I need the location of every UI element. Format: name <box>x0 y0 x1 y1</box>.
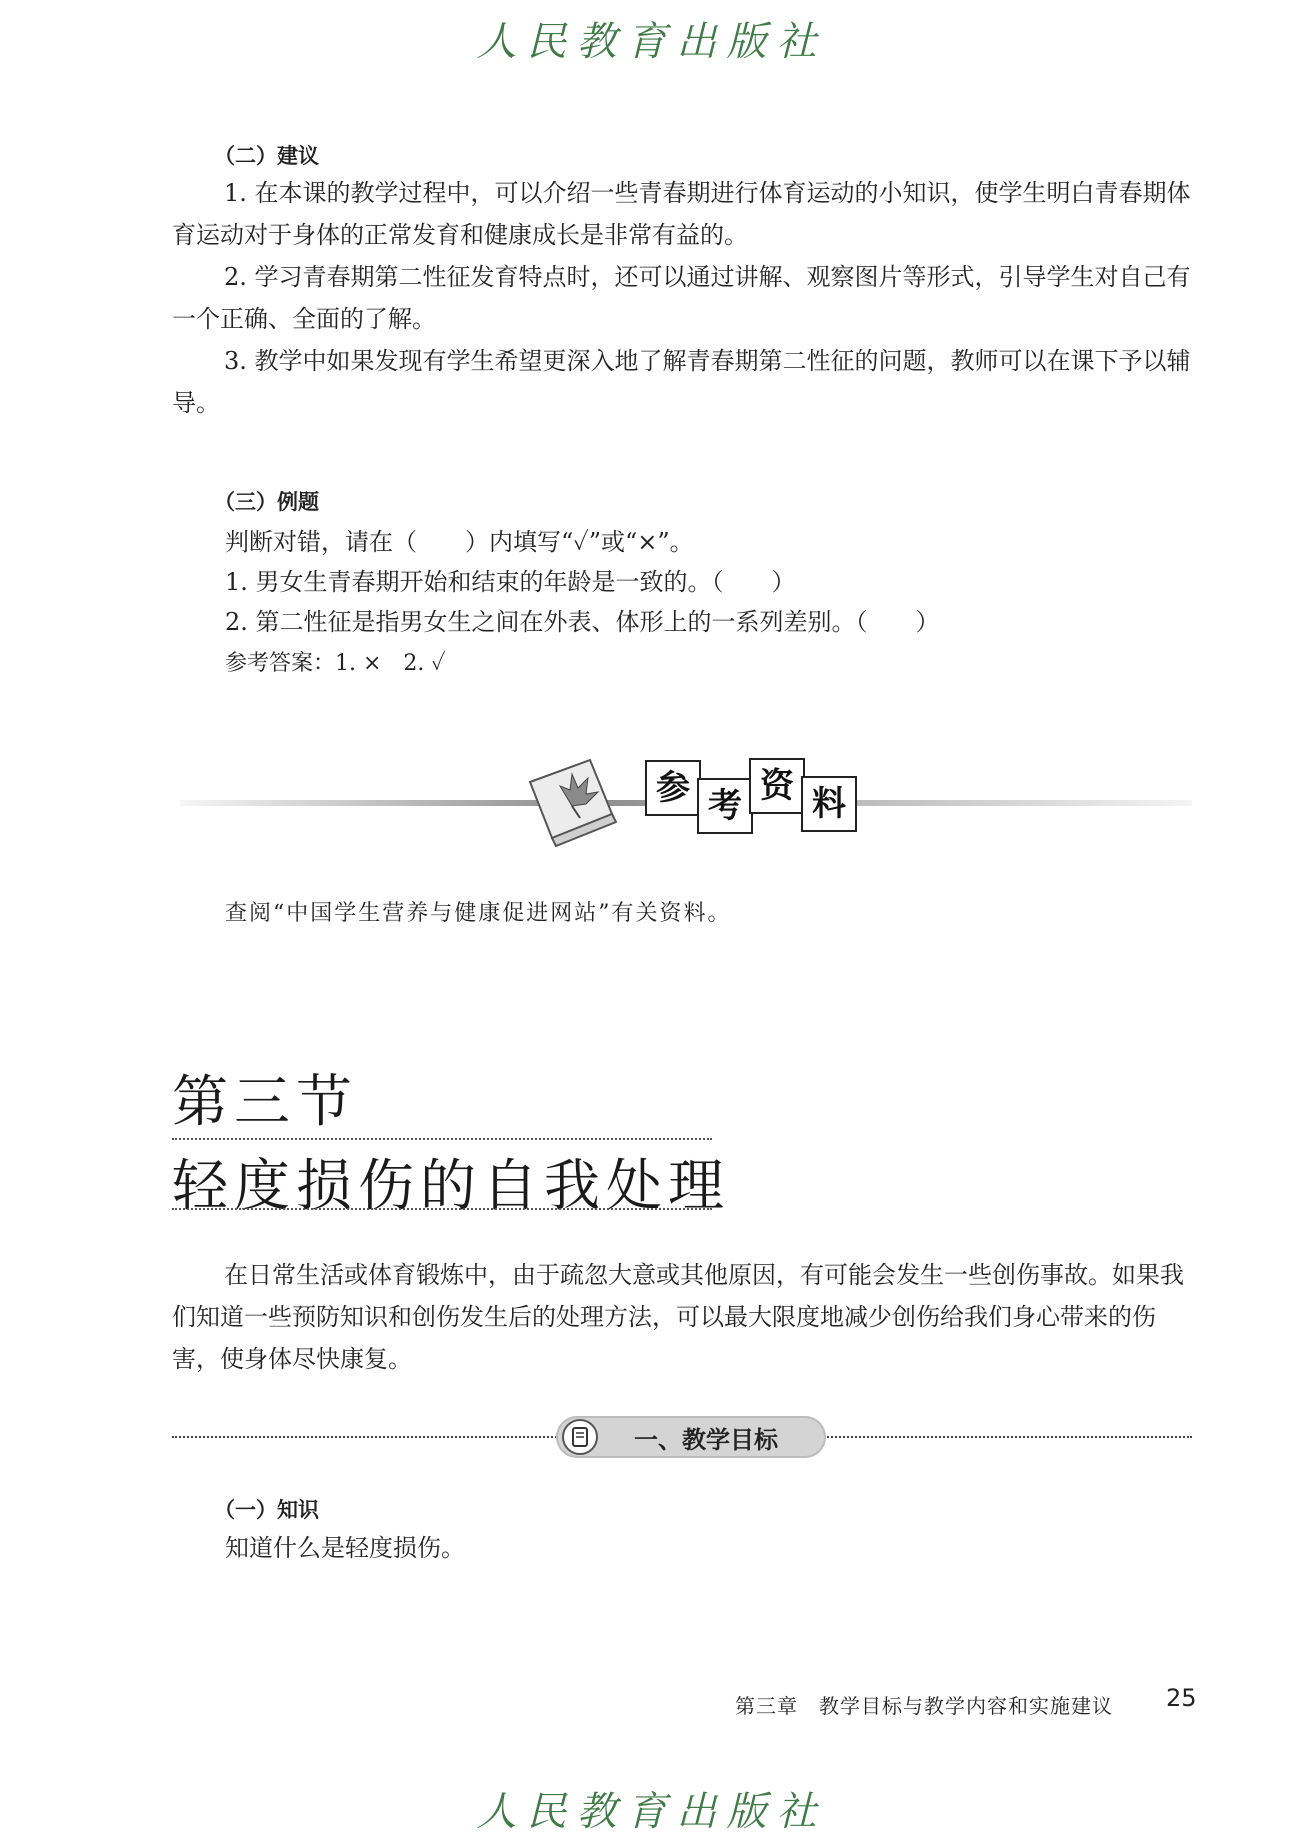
suggestions-body <box>172 172 1192 424</box>
suggestion-paragraph: 2. 学习青春期第二性征发育特点时，还可以通过讲解、观察图片等形式，引导学生对自己有一个正确、全面的了解。 <box>172 263 1191 333</box>
book-leaf-icon <box>520 752 640 856</box>
example-question: 2. 第二性征是指男女生之间在外表、体形上的一系列差别。（ ） <box>225 608 940 636</box>
book-icon <box>562 1419 598 1455</box>
chapter-footer: 第三章 教学目标与教学内容和实施建议 <box>735 1694 1113 1718</box>
lesson-title: 轻度损伤的自我处理 <box>172 1154 730 1219</box>
title-underline <box>172 1208 712 1210</box>
section-heading-examples: （三）例题 <box>214 490 319 514</box>
knowledge-text: 知道什么是轻度损伤。 <box>225 1534 465 1562</box>
example-question: 1. 男女生青春期开始和结束的年龄是一致的。（ ） <box>225 568 796 596</box>
section-heading-knowledge: （一）知识 <box>214 1498 319 1522</box>
publisher-logo-top: 人民教育出版社 <box>476 19 827 65</box>
intro-paragraph: 在日常生活或体育锻炼中，由于疏忽大意或其他原因，有可能会发生一些创伤事故。如果我们知道一些预防知识和创伤发生后的处理方法，可以最大限度地减少创伤给我们身心带来的伤害，使身体尽快康复。 <box>172 1261 1184 1373</box>
publisher-logo-bottom: 人民教育出版社 <box>476 1789 827 1835</box>
suggestion-paragraph: 1. 在本课的教学过程中，可以介绍一些青春期进行体育运动的小知识，使学生明白青春期体育运动对于身体的正常发育和健康成长是非常有益的。 <box>172 179 1191 249</box>
title-underline <box>172 1138 712 1140</box>
page-number: 25 <box>1166 1684 1197 1712</box>
objectives-banner <box>556 1416 826 1458</box>
reference-text: 查阅“中国学生营养与健康促进网站”有关资料。 <box>225 901 732 926</box>
lesson-intro <box>172 1254 1192 1380</box>
objectives-label: 一、教学目标 <box>634 1426 778 1454</box>
reference-title-char: 料 <box>801 776 857 832</box>
section-heading-suggestions: （二）建议 <box>214 144 319 168</box>
reference-title-char: 考 <box>697 778 753 834</box>
reference-title-char: 资 <box>749 758 805 814</box>
example-answer: 参考答案：1. × 2. ✓ <box>225 651 446 676</box>
example-instruction: 判断对错，请在（ ）内填写“✓”或“×”。 <box>225 528 694 556</box>
suggestion-paragraph: 3. 教学中如果发现有学生希望更深入地了解青春期第二性征的问题，教师可以在课下予以辅导。 <box>172 347 1191 417</box>
lesson-number: 第三节 <box>172 1070 358 1135</box>
reference-title-char: 参 <box>645 760 701 816</box>
